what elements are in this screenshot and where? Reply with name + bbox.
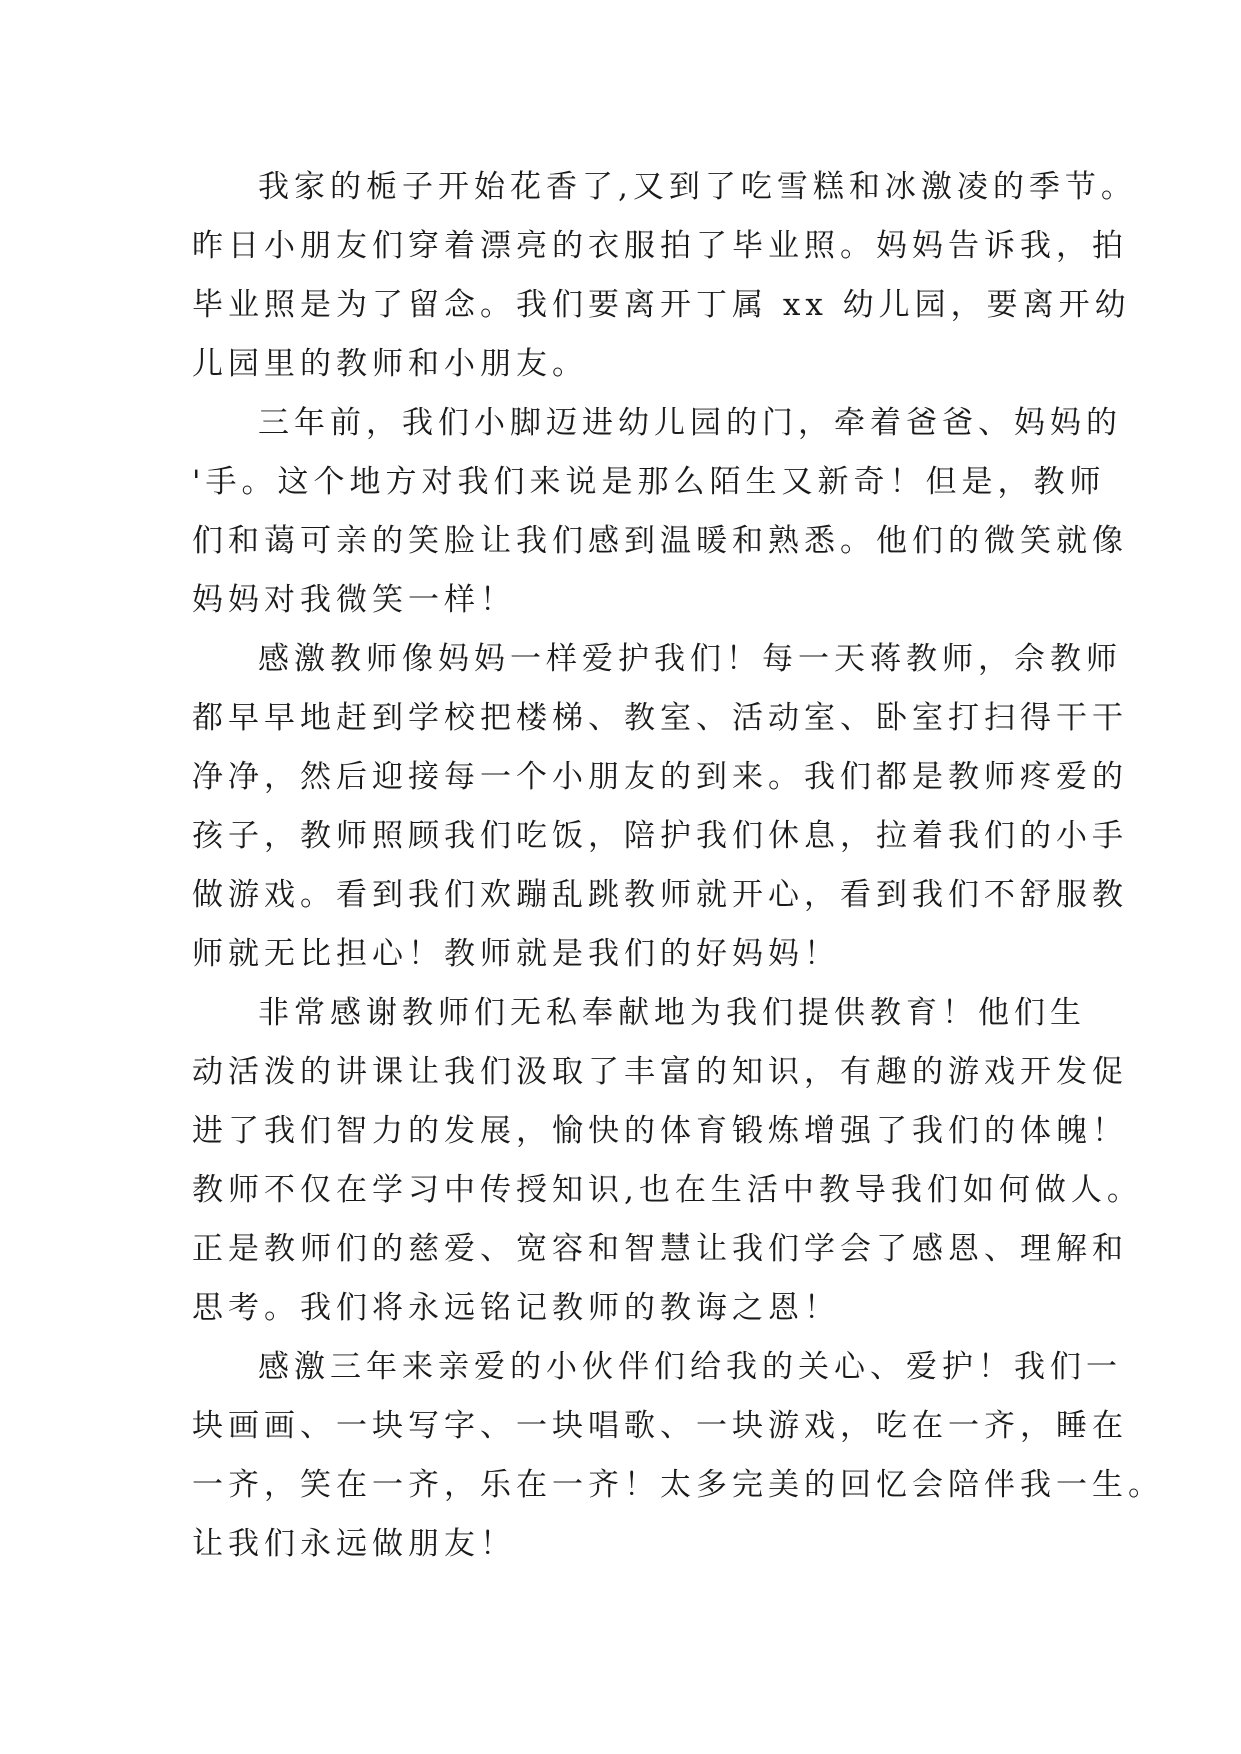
paragraph-line: 进了我们智力的发展，愉快的体育锻炼增强了我们的体魄！ — [192, 1113, 1128, 1149]
paragraph-line: 三年前，我们小脚迈进幼儿园的门，牵着爸爸、妈妈的 — [258, 405, 1122, 441]
paragraph-line: 动活泼的讲课让我们汲取了丰富的知识，有趣的游戏开发促 — [192, 1054, 1128, 1090]
paragraph-line: 妈妈对我微笑一样！ — [192, 582, 516, 618]
paragraph-line: 孩子，教师照顾我们吃饭，陪护我们休息，拉着我们的小手 — [192, 818, 1128, 854]
paragraph-line: 让我们永远做朋友！ — [192, 1526, 516, 1562]
paragraph-line: 都早早地赶到学校把楼梯、教室、活动室、卧室打扫得干干 — [192, 700, 1128, 736]
paragraph-line: 我家的栀子开始花香了,又到了吃雪糕和冰激凌的季节。 — [258, 169, 1137, 205]
paragraph-line: 感激教师像妈妈一样爱护我们！每一天蒋教师，佘教师 — [258, 641, 1122, 677]
paragraph-line: 毕业照是为了留念。我们要离开丁属 xx 幼儿园，要离开幼 — [192, 287, 1131, 323]
paragraph-line: 昨日小朋友们穿着漂亮的衣服拍了毕业照。妈妈告诉我，拍 — [192, 228, 1128, 264]
paragraph-line: 块画画、一块写字、一块唱歌、一块游戏，吃在一齐，睡在 — [192, 1408, 1128, 1444]
document-body — [192, 158, 1164, 1574]
paragraph-line: 正是教师们的慈爱、宽容和智慧让我们学会了感恩、理解和 — [192, 1231, 1128, 1267]
paragraph-line: 教师不仅在学习中传授知识,也在生活中教导我们如何做人。 — [192, 1172, 1143, 1208]
paragraph-line: 一齐，笑在一齐，乐在一齐！太多完美的回忆会陪伴我一生。 — [192, 1467, 1164, 1503]
paragraph-line: 儿园里的教师和小朋友。 — [192, 346, 588, 382]
paragraph-line: 思考。我们将永远铭记教师的教诲之恩！ — [192, 1290, 840, 1326]
paragraph-line: '手。这个地方对我们来说是那么陌生又新奇！但是，教师 — [192, 464, 1106, 500]
paragraph-line: 做游戏。看到我们欢蹦乱跳教师就开心，看到我们不舒服教 — [192, 877, 1128, 913]
paragraph-line: 净净，然后迎接每一个小朋友的到来。我们都是教师疼爱的 — [192, 759, 1128, 795]
paragraph-2 — [192, 394, 1128, 630]
paragraph-3 — [192, 630, 1128, 984]
paragraph-line: 感激三年来亲爱的小伙伴们给我的关心、爱护！我们一 — [258, 1349, 1122, 1385]
paragraph-4 — [192, 984, 1143, 1338]
paragraph-1 — [192, 158, 1137, 394]
paragraph-line: 们和蔼可亲的笑脸让我们感到温暖和熟悉。他们的微笑就像 — [192, 523, 1128, 559]
paragraph-line: 非常感谢教师们无私奉献地为我们提供教育！他们生 — [258, 995, 1086, 1031]
paragraph-5 — [192, 1338, 1164, 1574]
paragraph-line: 师就无比担心！教师就是我们的好妈妈！ — [192, 936, 840, 972]
